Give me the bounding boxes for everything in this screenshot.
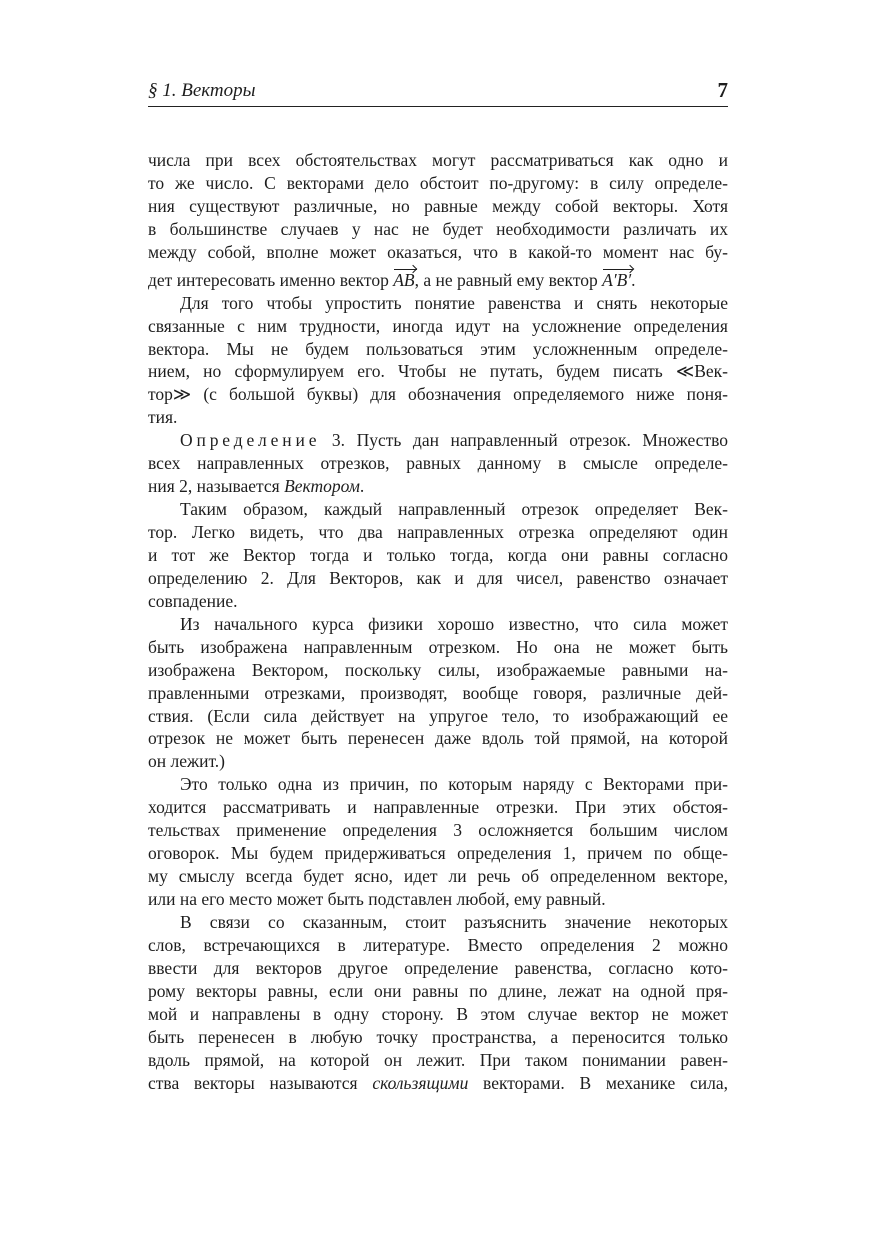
text-line: му смыслу всегда будет ясно, идет ли речь об определенном векторе, xyxy=(148,866,728,887)
text-line xyxy=(148,429,728,452)
text-line: ходится рассматривать и направленные отрезки. При этих обстоя- xyxy=(148,797,728,818)
text-line: Таким образом, каждый направленный отрезок определяет Век- xyxy=(180,499,728,520)
text-line: тор. Легко видеть, что два направленных отрезка определяют один xyxy=(148,522,728,542)
line-text: . xyxy=(359,476,365,497)
line-text: векторами. В механике сила, xyxy=(468,1072,728,1093)
line-text: дет интересовать именно вектор xyxy=(148,269,394,290)
text-line: ствия. (Если сила действует на упругое тело, то изображающий ее xyxy=(148,705,728,726)
line-text: 3. Пусть дан направленный отрезок. Множество xyxy=(320,430,728,451)
page-body xyxy=(148,149,728,1094)
text-line: рому векторы равны, если они равны по длине, лежат на одной пря- xyxy=(148,980,728,1001)
line-text: , а не равный ему вектор xyxy=(414,269,603,290)
text-line: мой и направлены в одну сторону. В этом случае вектор не может xyxy=(148,1003,728,1024)
text-line xyxy=(148,269,728,292)
line-text: ства векторы называются xyxy=(148,1072,373,1093)
vector-ab xyxy=(393,269,415,290)
text-line: то же число. С векторами дело обстоит по-другому: в силу определе- xyxy=(148,172,728,193)
text-line xyxy=(148,475,728,498)
paragraph xyxy=(148,911,728,1095)
text-line: слов, встречающихся в литературе. Вместо определения 2 можно xyxy=(148,934,728,955)
text-line: Из начального курса физики хорошо известно, что сила может xyxy=(180,613,728,634)
text-line: ния существуют различные, но равные между собой векторы. Хотя xyxy=(148,195,728,216)
paragraph xyxy=(148,498,728,613)
vector-label: AB xyxy=(393,269,415,290)
text-line: числа при всех обстоятельствах могут рассматриваться как одно и xyxy=(148,150,728,170)
section-title: § 1. Векторы xyxy=(148,80,256,101)
text-line: он лежит.) xyxy=(148,751,225,772)
text-line: правленными отрезками, производят, вообще говоря, различные дей- xyxy=(148,682,728,703)
text-line: быть перенесен в любую точку пространства, а переносится только xyxy=(148,1026,728,1047)
text-line xyxy=(148,1072,728,1095)
text-line: тия. xyxy=(148,407,178,428)
text-line: и тот же Вектор тогда и только тогда, когда они равны согласно xyxy=(148,544,728,565)
vector-arrow-icon xyxy=(603,269,633,270)
text-line: Для того чтобы упростить понятие равенства и снять некоторые xyxy=(180,292,728,313)
text-line: в большинстве случаев у нас не будет необходимости различать их xyxy=(148,218,728,239)
running-header xyxy=(148,76,728,107)
text-line: изображена Вектором, поскольку силы, изображаемые равными на- xyxy=(148,659,728,680)
text-line: тельствах применение определения 3 осложняется большим числом xyxy=(148,820,728,841)
text-line: или на его место может быть подставлен любой, ему равный. xyxy=(148,889,606,909)
text-line: вдоль прямой, на которой он лежит. При таком понимании равен- xyxy=(148,1049,728,1070)
text-line: оговорок. Мы будем придерживаться определения 1, причем по обще- xyxy=(148,843,728,864)
line-text: ния 2, называется xyxy=(148,476,285,497)
text-line: быть изображена направленным отрезком. Но она не может быть xyxy=(148,636,728,657)
paragraph xyxy=(148,613,728,774)
line-text: . xyxy=(631,269,636,290)
definition-paragraph xyxy=(148,429,728,498)
vector-a-prime-b-prime xyxy=(602,269,632,290)
text-line: ввести для векторов другое определение равенства, согласно кото- xyxy=(148,957,728,978)
emphasized-term: скользящими xyxy=(372,1072,469,1093)
paragraph xyxy=(148,292,728,430)
text-line: тор≫ (с большой буквы) для обозначения определяемого ниже поня- xyxy=(148,384,728,405)
text-line: определению 2. Для Векторов, как и для чисел, равенство означает xyxy=(148,567,728,588)
definition-label: Определение xyxy=(180,430,321,451)
vector-arrow-icon xyxy=(394,269,416,270)
text-line: совпадение. xyxy=(148,590,238,611)
text-line: отрезок не может быть перенесен даже вдоль той прямой, на которой xyxy=(148,728,728,749)
text-line: Это только одна из причин, по которым наряду с Векторами при- xyxy=(180,774,728,795)
defined-term: Вектором xyxy=(284,476,360,497)
text-line: между собой, вполне может оказаться, что в какой-то момент нас бу- xyxy=(148,241,728,262)
paragraph xyxy=(148,773,728,911)
text-line: всех направленных отрезков, равных данному в смысле определе- xyxy=(148,453,728,474)
text-line: В связи со сказанным, стоит разъяснить значение некоторых xyxy=(180,911,728,932)
page-number: 7 xyxy=(717,78,728,102)
text-line: вектора. Мы не будем пользоваться этим усложненным определе- xyxy=(148,338,728,359)
paragraph xyxy=(148,149,728,292)
text-line: нием, но сформулируем его. Чтобы не путать, будем писать ≪Век- xyxy=(148,361,728,382)
vector-label: A′B′ xyxy=(602,269,632,290)
text-line: связанные с ним трудности, иногда идут на усложнение определения xyxy=(148,315,728,336)
